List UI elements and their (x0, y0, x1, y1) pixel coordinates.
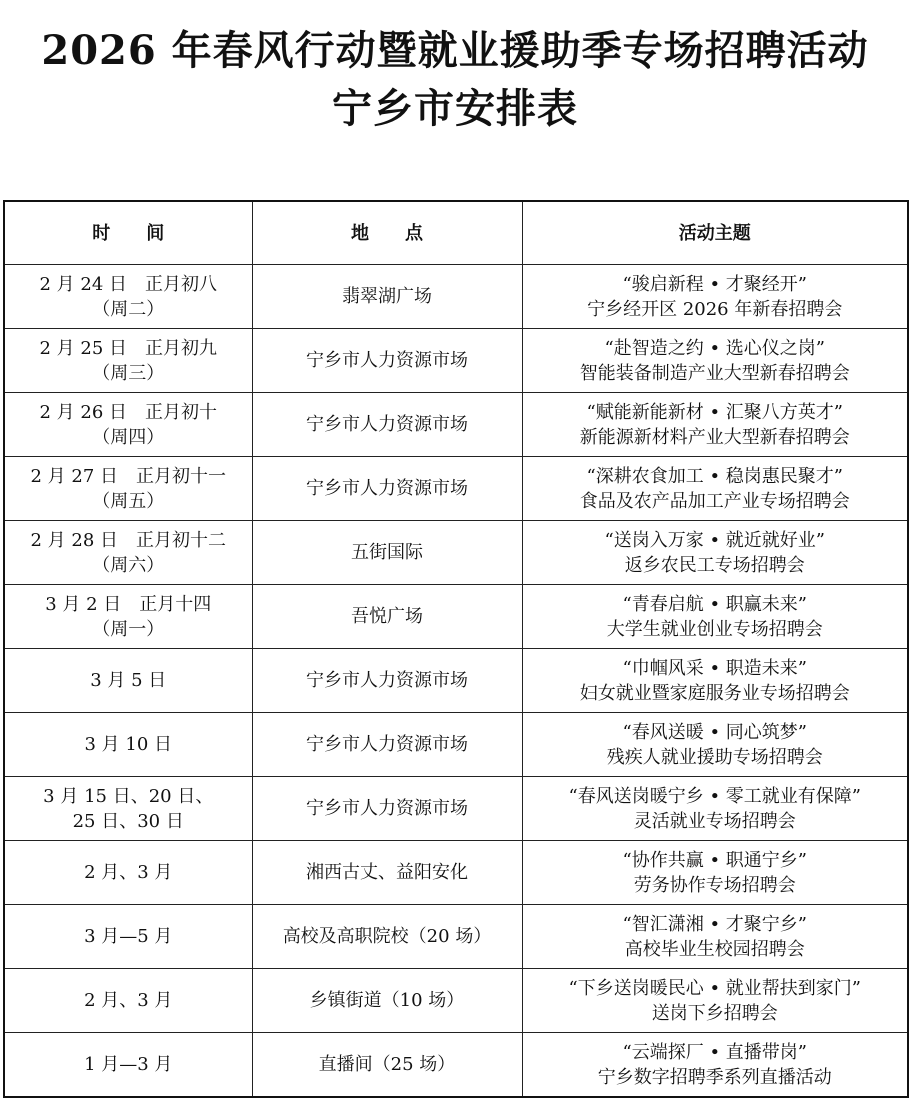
table-row (4, 969, 908, 1033)
time-line: 2 月 27 日 正月初十一 (30, 465, 227, 487)
theme-line: “深耕农食加工 • 稳岗惠民聚才” (586, 465, 843, 487)
table-row (4, 1033, 908, 1098)
cell-theme (522, 393, 908, 457)
cell-time (4, 649, 252, 713)
cell-time (4, 713, 252, 777)
time-line: 2 月 25 日 正月初九 (39, 337, 218, 359)
cell-time (4, 969, 252, 1033)
cell-theme (522, 841, 908, 905)
header-theme: 活动主题 (522, 201, 908, 265)
table-row (4, 841, 908, 905)
table-row (4, 393, 908, 457)
theme-line: “下乡送岗暖民心 • 就业帮扶到家门” (568, 977, 861, 999)
theme-line: 大学生就业创业专场招聘会 (606, 618, 823, 640)
cell-place: 湘西古丈、益阳安化 (252, 841, 522, 905)
theme-line: “协作共赢 • 职通宁乡” (622, 849, 807, 871)
theme-line: 劳务协作专场招聘会 (633, 874, 796, 896)
cell-time (4, 777, 252, 841)
table-row (4, 777, 908, 841)
cell-place: 宁乡市人力资源市场 (252, 457, 522, 521)
header-place: 地 点 (252, 201, 522, 265)
theme-line: “赋能新能新材 • 汇聚八方英才” (586, 401, 843, 423)
table-row (4, 265, 908, 329)
cell-theme (522, 521, 908, 585)
time-line: 3 月 5 日 (90, 670, 167, 691)
theme-line: 新能源新材料产业大型新春招聘会 (579, 426, 850, 448)
time-line: （周二） (92, 298, 165, 320)
theme-line: 返乡农民工专场招聘会 (624, 554, 805, 576)
cell-place: 直播间（25 场） (252, 1033, 522, 1098)
time-line: 2 月、3 月 (84, 990, 173, 1011)
cell-theme (522, 905, 908, 969)
time-line: （周五） (92, 490, 165, 512)
cell-time (4, 521, 252, 585)
time-line: 3 月 15 日、20 日、 (43, 785, 214, 807)
theme-line: 送岗下乡招聘会 (651, 1002, 778, 1024)
cell-place: 宁乡市人力资源市场 (252, 329, 522, 393)
theme-line: “骏启新程 • 才聚经开” (622, 273, 807, 295)
theme-line: “巾帼风采 • 职造未来” (622, 657, 807, 679)
cell-theme (522, 265, 908, 329)
cell-theme (522, 457, 908, 521)
table-body (4, 265, 908, 1098)
cell-theme (522, 585, 908, 649)
theme-line: “云端探厂 • 直播带岗” (622, 1041, 807, 1063)
cell-place: 乡镇街道（10 场） (252, 969, 522, 1033)
cell-time (4, 457, 252, 521)
theme-line: 高校毕业生校园招聘会 (624, 938, 805, 960)
cell-place: 翡翠湖广场 (252, 265, 522, 329)
table-row (4, 329, 908, 393)
time-line: （周一） (92, 618, 165, 640)
theme-line: “赴智造之约 • 选心仪之岗” (604, 337, 825, 359)
table-row (4, 521, 908, 585)
cell-place: 宁乡市人力资源市场 (252, 777, 522, 841)
table-row (4, 905, 908, 969)
time-line: 2 月 26 日 正月初十 (39, 401, 218, 423)
time-line: 25 日、30 日 (72, 810, 184, 832)
time-line: （周六） (92, 554, 165, 576)
cell-place: 宁乡市人力资源市场 (252, 393, 522, 457)
theme-line: 食品及农产品加工产业专场招聘会 (579, 490, 850, 512)
cell-time (4, 585, 252, 649)
cell-theme (522, 329, 908, 393)
theme-line: 残疾人就业援助专场招聘会 (606, 746, 823, 768)
time-line: （周三） (92, 362, 165, 384)
theme-line: 妇女就业暨家庭服务业专场招聘会 (579, 682, 850, 704)
table-row (4, 585, 908, 649)
cell-time (4, 905, 252, 969)
cell-theme (522, 1033, 908, 1098)
theme-line: “春风送岗暖宁乡 • 零工就业有保障” (568, 785, 861, 807)
cell-place: 宁乡市人力资源市场 (252, 649, 522, 713)
cell-place: 五街国际 (252, 521, 522, 585)
time-line: 2 月、3 月 (84, 862, 173, 883)
table-row (4, 457, 908, 521)
cell-time (4, 841, 252, 905)
cell-place: 宁乡市人力资源市场 (252, 713, 522, 777)
theme-line: 灵活就业专场招聘会 (633, 810, 796, 832)
title-line-1: 2026 年春风行动暨就业援助季专场招聘活动 (41, 27, 869, 74)
table-row (4, 713, 908, 777)
table-header-row (4, 201, 908, 265)
theme-line: 智能装备制造产业大型新春招聘会 (579, 362, 850, 384)
time-line: 2 月 28 日 正月初十二 (30, 529, 227, 551)
time-line: 3 月 10 日 (84, 734, 173, 755)
time-line: （周四） (92, 426, 165, 448)
theme-line: “送岗入万家 • 就近就好业” (604, 529, 825, 551)
time-line: 3 月—5 月 (84, 926, 173, 947)
theme-line: 宁乡经开区 2026 年新春招聘会 (587, 298, 843, 320)
theme-line: “智汇潇湘 • 才聚宁乡” (622, 913, 807, 935)
cell-time (4, 265, 252, 329)
table-row (4, 649, 908, 713)
cell-time (4, 1033, 252, 1098)
time-line: 3 月 2 日 正月十四 (45, 593, 212, 615)
title-line-2: 宁乡市安排表 (332, 85, 578, 132)
cell-theme (522, 649, 908, 713)
theme-line: “春风送暖 • 同心筑梦” (622, 721, 807, 743)
time-line: 2 月 24 日 正月初八 (39, 273, 218, 295)
time-line: 1 月—3 月 (84, 1054, 173, 1075)
cell-theme (522, 969, 908, 1033)
cell-theme (522, 713, 908, 777)
cell-theme (522, 777, 908, 841)
cell-place: 吾悦广场 (252, 585, 522, 649)
header-time: 时 间 (4, 201, 252, 265)
document-title (0, 22, 910, 138)
theme-line: 宁乡数字招聘季系列直播活动 (597, 1066, 832, 1088)
theme-line: “青春启航 • 职赢未来” (622, 593, 807, 615)
cell-time (4, 329, 252, 393)
cell-place: 高校及高职院校（20 场） (252, 905, 522, 969)
schedule-table (3, 200, 909, 1098)
cell-time (4, 393, 252, 457)
